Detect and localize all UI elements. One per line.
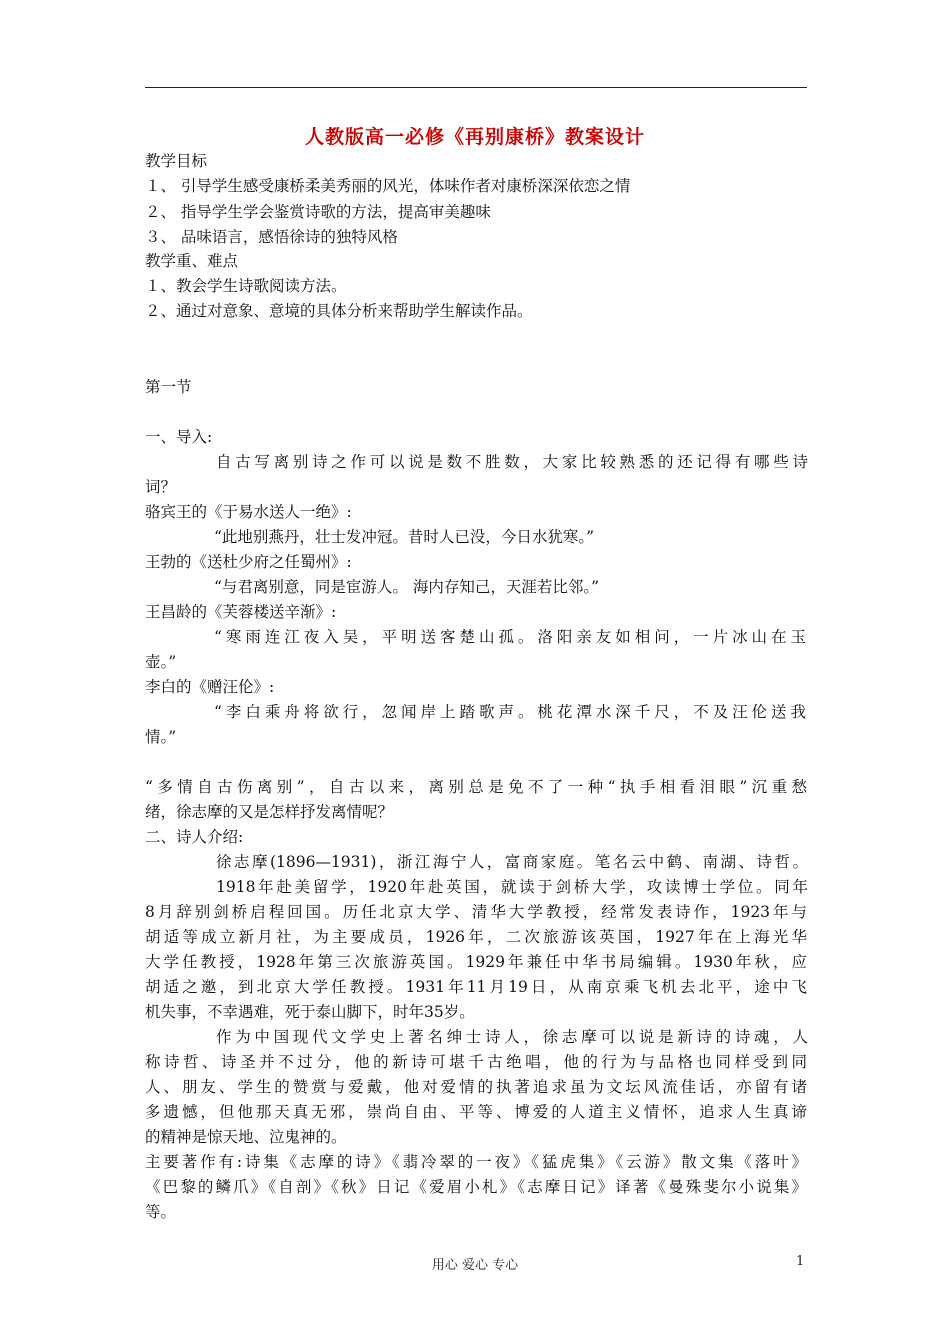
poem-quote: “此地别燕丹，壮士发冲冠。昔时人已没，今日水犹寒。”	[214, 528, 595, 546]
intro-lead: 自古写离别诗之作可以说是数不胜数，大家比较熟悉的还记得有哪些诗	[216, 453, 808, 471]
footer-motto: 用心 爱心 专心	[431, 1258, 519, 1273]
poet-assessment-line: 称诗哲、诗圣并不过分，他的新诗可堪千古绝唱，他的行为与品格也同样受到同	[145, 1053, 807, 1071]
intro-lead-cont: 词？	[145, 478, 177, 496]
poet-bio-line: 机失事，不幸遇难，死于泰山脚下，时年35岁。	[145, 1003, 475, 1021]
poem-source: 李白的《赠汪伦》:	[145, 678, 275, 696]
transition-text: “多情自古伤离别”，自古以来，离别总是免不了一种“执手相看泪眼”沉重愁	[145, 778, 807, 796]
intro-heading: 一、导入:	[145, 428, 213, 446]
poem-source: 王昌龄的《芙蓉楼送辛渐》:	[145, 603, 337, 621]
poet-bio-line: 1918年赴美留学，1920年赴英国，就读于剑桥大学，攻读博士学位。同年	[216, 878, 808, 896]
poem-quote: “寒雨连江夜入吴，平明送客楚山孤。洛阳亲友如相问，一片冰山在玉	[214, 628, 806, 646]
poet-bio-line: 胡适等成立新月社，为主要成员，1926年，二次旅游该英国，1927年在上海光华	[145, 928, 807, 946]
header-rule	[145, 87, 807, 88]
poem-quote: “李白乘舟将欲行，忽闻岸上踏歌声。桃花潭水深千尺，不及汪伦送我	[214, 703, 806, 721]
transition-text-cont: 绪，徐志摩的又是怎样抒发离情呢？	[145, 803, 394, 821]
poem-source: 骆宾王的《于易水送人一绝》:	[145, 503, 352, 521]
objective-item: ２、 指导学生学会鉴赏诗歌的方法，提高审美趣味	[145, 203, 491, 221]
section-heading: 第一节	[145, 378, 192, 396]
poet-bio-line: 8月辞别剑桥启程回国。历任北京大学、清华大学教授，经常发表诗作，1923年与	[145, 903, 807, 921]
poet-assessment-line: 人、朋友、学生的赞赏与爱戴，他对爱情的执著追求虽为文坛风流佳话，亦留有诸	[145, 1078, 807, 1096]
poem-quote-cont: 情。”	[145, 728, 177, 746]
page-number: 1	[796, 1254, 805, 1269]
objectives-heading: 教学目标	[145, 152, 208, 170]
objective-item: １、 引导学生感受康桥柔美秀丽的风光，体味作者对康桥深深依恋之情	[145, 177, 631, 195]
poem-source: 王勃的《送杜少府之任蜀州》:	[145, 553, 352, 571]
poet-bio-line: 胡适之邀，到北京大学任教授。1931年11月19日，从南京乘飞机去北平，途中飞	[145, 978, 807, 996]
poet-assessment-line: 多遗憾，但他那天真无邪，崇尚自由、平等、博爱的人道主义情怀，追求人生真谛	[145, 1103, 807, 1121]
poet-bio-line: 徐志摩(1896—1931)，浙江海宁人，富商家庭。笔名云中鹤、南湖、诗哲。	[216, 853, 808, 871]
poem-quote-cont: 壶。”	[145, 653, 177, 671]
objective-item: ３、 品味语言，感悟徐诗的独特风格	[145, 228, 398, 246]
page-title: 人教版高一必修《再别康桥》教案设计	[304, 126, 645, 148]
poet-assessment-line: 作为中国现代文学史上著名绅士诗人，徐志摩可以说是新诗的诗魂，人	[216, 1028, 808, 1046]
poem-quote: “与君离别意，同是宦游人。 海内存知己，天涯若比邻。”	[214, 578, 600, 596]
key-point-item: １、教会学生诗歌阅读方法。	[145, 277, 347, 295]
poet-assessment-line: 的精神是惊天地、泣鬼神的。	[145, 1128, 347, 1146]
poet-bio-line: 大学任教授，1928年第三次旅游英国。1929年兼任中华书局编辑。1930年秋，应	[145, 953, 807, 971]
works-line: 等。	[145, 1203, 177, 1221]
poet-heading: 二、诗人介绍:	[145, 828, 244, 846]
key-points-heading: 教学重、难点	[145, 252, 239, 270]
works-line: 《巴黎的鳞爪》《自剖》《秋》日记《爱眉小札》《志摩日记》译著《曼殊斐尔小说集》	[145, 1178, 807, 1196]
key-point-item: ２、通过对意象、意境的具体分析来帮助学生解读作品。	[145, 302, 533, 320]
works-line: 主要著作有:诗集《志摩的诗》《翡冷翠的一夜》《猛虎集》《云游》散文集《落叶》	[145, 1153, 807, 1171]
